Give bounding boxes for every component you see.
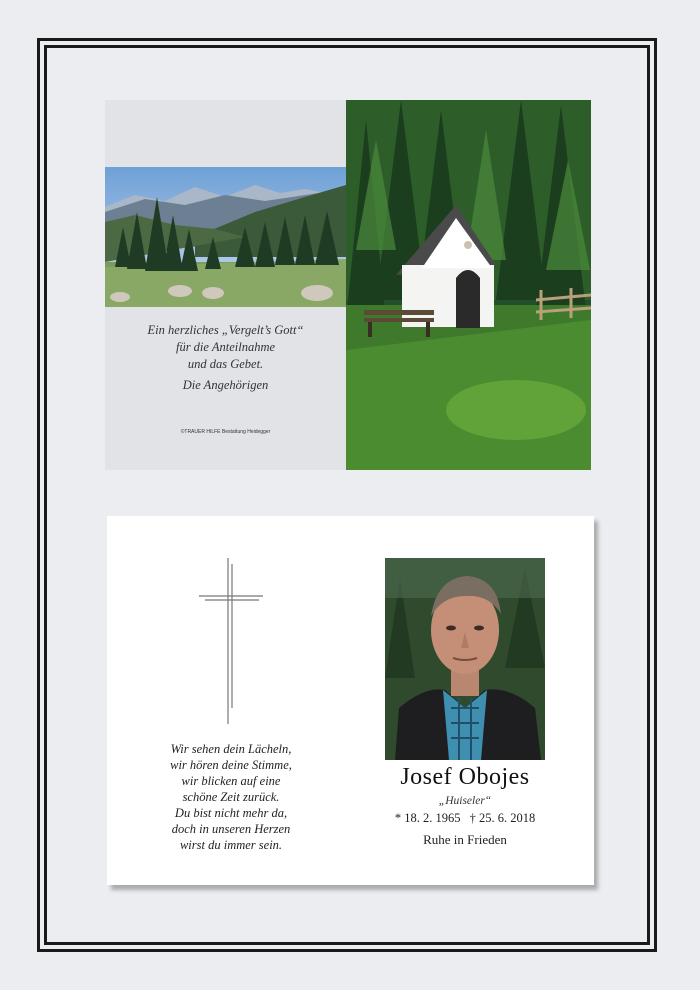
- mountain-photo: [105, 167, 346, 307]
- funeral-home-imprint: [105, 429, 346, 435]
- poem-line: wir hören deine Stimme,: [170, 758, 292, 772]
- birth-date: * 18. 2. 1965: [394, 811, 461, 825]
- poem-line: schöne Zeit zurück.: [182, 790, 280, 804]
- cross-icon: [199, 558, 263, 724]
- obituary-card: [107, 516, 594, 885]
- death-date: † 25. 6. 2018: [469, 811, 536, 825]
- thank-you-panel: [105, 100, 346, 470]
- poem-line: Du bist nicht mehr da,: [174, 806, 288, 820]
- thanks-line: Ein herzliches „Vergelt’s Gott“: [147, 323, 304, 337]
- thank-you-text: [105, 322, 346, 394]
- poem-line: wir blicken auf eine: [181, 774, 281, 788]
- thanks-line: und das Gebet.: [187, 357, 264, 371]
- poem-line: doch in unseren Herzen: [171, 822, 291, 836]
- poem-line: Wir sehen dein Lächeln,: [170, 742, 292, 756]
- portrait-photo: [385, 558, 545, 760]
- poem-line: wirst du immer sein.: [179, 838, 283, 852]
- chapel-photo: [346, 100, 591, 470]
- farewell-text: Ruhe in Frieden: [423, 832, 507, 847]
- life-dates: [347, 811, 583, 826]
- thanks-line: für die Anteilnahme: [175, 340, 276, 354]
- memorial-poem: [127, 741, 335, 853]
- thanks-signature: Die Angehörigen: [182, 378, 269, 392]
- deceased-nickname: „Huiseler“: [438, 795, 492, 807]
- deceased-name: Josef Obojes: [400, 764, 530, 790]
- imprint-text: Bestattung Heidegger: [221, 429, 271, 435]
- imprint-logo: ©TRAUER HILFE: [180, 429, 221, 435]
